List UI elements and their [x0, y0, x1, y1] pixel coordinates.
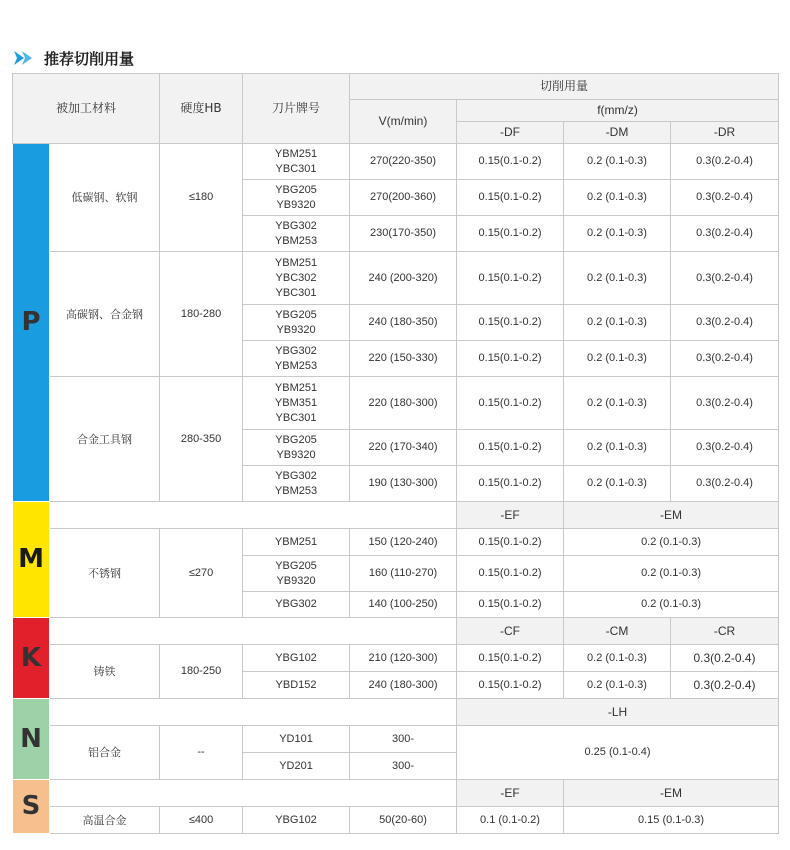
- feed-cell: 0.3(0.2-0.4): [671, 430, 779, 466]
- grade-line: YBM351: [274, 396, 318, 409]
- grade-cell: YD101: [243, 726, 350, 753]
- material-cell: 合金工具钢: [50, 377, 160, 502]
- subheader-cf: -CF: [457, 618, 564, 645]
- feed-cell: 0.15(0.1-0.2): [457, 341, 564, 377]
- hardness-cell: 180-250: [160, 645, 243, 699]
- feed-cell: 0.15(0.1-0.2): [457, 529, 564, 556]
- header-material: 被加工材料: [13, 74, 160, 144]
- grade-cell: [243, 216, 350, 252]
- feed-cell: 0.15(0.1-0.2): [457, 466, 564, 502]
- feed-cell: 0.2 (0.1-0.3): [564, 592, 779, 618]
- feed-cell: 0.3(0.2-0.4): [671, 466, 779, 502]
- feed-cell: 0.3(0.2-0.4): [671, 305, 779, 341]
- grade-cell: [243, 466, 350, 502]
- feed-cell: 0.3(0.2-0.4): [671, 144, 779, 180]
- grade-line: YBG205: [275, 308, 317, 321]
- feed-cell: 0.15(0.1-0.2): [457, 430, 564, 466]
- feed-cell: 0.25 (0.1-0.4): [457, 726, 779, 780]
- speed-cell: 240 (200-320): [350, 252, 457, 305]
- category-p: P: [13, 144, 50, 502]
- header-hardness: 硬度HB: [160, 74, 243, 144]
- feed-cell: 0.2 (0.1-0.3): [564, 529, 779, 556]
- grade-cell: YD201: [243, 753, 350, 780]
- speed-cell: 270(200-360): [350, 180, 457, 216]
- hardness-cell: 280-350: [160, 377, 243, 502]
- feed-cell: 0.3(0.2-0.4): [671, 341, 779, 377]
- speed-cell: 50(20-60): [350, 807, 457, 834]
- subheader-lh: -LH: [457, 699, 779, 726]
- page-title: 推荐切削用量: [44, 49, 135, 68]
- feed-cell: 0.15(0.1-0.2): [457, 216, 564, 252]
- header-cutting: 切削用量: [350, 74, 779, 100]
- subheader-ef: -EF: [457, 502, 564, 529]
- hardness-cell: ≤270: [160, 529, 243, 618]
- hardness-cell: ≤400: [160, 807, 243, 834]
- grade-line: YB9320: [276, 574, 316, 587]
- grade-line: YBG302: [275, 219, 317, 232]
- blank-cell: [50, 699, 457, 726]
- feed-cell: 0.3(0.2-0.4): [671, 252, 779, 305]
- feed-cell: 0.15(0.1-0.2): [457, 645, 564, 672]
- feed-cell: 0.2 (0.1-0.3): [564, 216, 671, 252]
- feed-cell: 0.15(0.1-0.2): [457, 672, 564, 699]
- speed-cell: 150 (120-240): [350, 529, 457, 556]
- feed-cell: 0.1 (0.1-0.2): [457, 807, 564, 834]
- hardness-cell: 180-280: [160, 252, 243, 377]
- grade-line: YB9320: [276, 323, 316, 336]
- grade-line: YBM251: [274, 147, 318, 160]
- feed-cell: 0.15(0.1-0.2): [457, 377, 564, 430]
- speed-cell: 230(170-350): [350, 216, 457, 252]
- feed-cell: 0.2 (0.1-0.3): [564, 305, 671, 341]
- blank-cell: [50, 780, 457, 807]
- blank-cell: [50, 618, 457, 645]
- speed-cell: 220 (170-340): [350, 430, 457, 466]
- feed-cell: 0.2 (0.1-0.3): [564, 341, 671, 377]
- speed-cell: 160 (110-270): [350, 556, 457, 592]
- feed-cell: 0.15(0.1-0.2): [457, 252, 564, 305]
- category-m: M: [13, 502, 50, 618]
- feed-cell: 0.2 (0.1-0.3): [564, 645, 671, 672]
- grade-cell: [243, 305, 350, 341]
- feed-cell: 0.2 (0.1-0.3): [564, 144, 671, 180]
- feed-cell: 0.2 (0.1-0.3): [564, 180, 671, 216]
- grade-line: YBM251: [274, 256, 318, 269]
- grade-cell: YBG302: [243, 592, 350, 618]
- subheader-cm: -CM: [564, 618, 671, 645]
- grade-line: YBG205: [275, 559, 317, 572]
- category-k: K: [13, 618, 50, 699]
- feed-cell: 0.15(0.1-0.2): [457, 592, 564, 618]
- speed-cell: 140 (100-250): [350, 592, 457, 618]
- grade-cell: [243, 252, 350, 305]
- header-dm: -DM: [564, 122, 671, 144]
- speed-cell: 300-: [350, 753, 457, 780]
- hardness-cell: --: [160, 726, 243, 780]
- grade-cell: [243, 180, 350, 216]
- subheader-em: -EM: [564, 502, 779, 529]
- feed-cell: 0.15(0.1-0.2): [457, 144, 564, 180]
- speed-cell: 240 (180-300): [350, 672, 457, 699]
- blank-cell: [50, 502, 457, 529]
- grade-line: YBM253: [274, 234, 318, 247]
- material-cell: 低碳钢、软钢: [50, 144, 160, 252]
- grade-line: YBG205: [275, 183, 317, 196]
- feed-cell: 0.15(0.1-0.2): [457, 180, 564, 216]
- feed-cell: 0.3(0.2-0.4): [671, 645, 779, 672]
- grade-line: YB9320: [276, 198, 316, 211]
- grade-line: YB9320: [276, 448, 316, 461]
- speed-cell: 190 (130-300): [350, 466, 457, 502]
- grade-cell: YBM251: [243, 529, 350, 556]
- speed-cell: 220 (180-300): [350, 377, 457, 430]
- speed-cell: 240 (180-350): [350, 305, 457, 341]
- speed-cell: 210 (120-300): [350, 645, 457, 672]
- grade-line: YBG302: [275, 469, 317, 482]
- feed-cell: 0.3(0.2-0.4): [671, 377, 779, 430]
- material-cell: 铸铁: [50, 645, 160, 699]
- hardness-cell: ≤180: [160, 144, 243, 252]
- section-title: [12, 44, 134, 72]
- feed-cell: 0.2 (0.1-0.3): [564, 556, 779, 592]
- feed-cell: 0.3(0.2-0.4): [671, 180, 779, 216]
- header-speed: V(m/min): [350, 100, 457, 144]
- feed-cell: 0.2 (0.1-0.3): [564, 252, 671, 305]
- feed-cell: 0.3(0.2-0.4): [671, 216, 779, 252]
- grade-cell: YBD152: [243, 672, 350, 699]
- feed-cell: 0.2 (0.1-0.3): [564, 430, 671, 466]
- grade-line: YBC302: [275, 271, 317, 284]
- grade-line: YBM251: [274, 381, 318, 394]
- grade-line: YBC301: [275, 162, 317, 175]
- feed-cell: 0.15(0.1-0.2): [457, 305, 564, 341]
- grade-line: YBM253: [274, 359, 318, 372]
- grade-cell: [243, 430, 350, 466]
- category-s: S: [13, 780, 50, 834]
- material-cell: 高温合金: [50, 807, 160, 834]
- subheader-cr: -CR: [671, 618, 779, 645]
- grade-line: YBC301: [275, 286, 317, 299]
- category-n: N: [13, 699, 50, 780]
- grade-cell: [243, 341, 350, 377]
- double-chevron-right-icon: [12, 48, 40, 68]
- grade-line: YBM253: [274, 484, 318, 497]
- feed-cell: 0.2 (0.1-0.3): [564, 466, 671, 502]
- feed-cell: 0.2 (0.1-0.3): [564, 672, 671, 699]
- grade-line: YBG205: [275, 433, 317, 446]
- material-cell: 高碳钢、合金钢: [50, 252, 160, 377]
- grade-cell: [243, 144, 350, 180]
- grade-cell: [243, 377, 350, 430]
- grade-cell: YBG102: [243, 807, 350, 834]
- speed-cell: 220 (150-330): [350, 341, 457, 377]
- grade-line: YBC301: [275, 411, 317, 424]
- grade-line: YBG302: [275, 344, 317, 357]
- feed-cell: 0.15(0.1-0.2): [457, 556, 564, 592]
- grade-cell: [243, 556, 350, 592]
- speed-cell: 300-: [350, 726, 457, 753]
- feed-cell: 0.2 (0.1-0.3): [564, 377, 671, 430]
- feed-cell: 0.3(0.2-0.4): [671, 672, 779, 699]
- feed-cell: 0.15 (0.1-0.3): [564, 807, 779, 834]
- header-df: -DF: [457, 122, 564, 144]
- header-grade: 刀片牌号: [243, 74, 350, 144]
- header-feed: f(mm/z): [457, 100, 779, 122]
- subheader-em: -EM: [564, 780, 779, 807]
- material-cell: 不锈钢: [50, 529, 160, 618]
- grade-cell: YBG102: [243, 645, 350, 672]
- header-dr: -DR: [671, 122, 779, 144]
- material-cell: 铝合金: [50, 726, 160, 780]
- subheader-ef: -EF: [457, 780, 564, 807]
- cutting-data-table: [12, 73, 779, 834]
- speed-cell: 270(220-350): [350, 144, 457, 180]
